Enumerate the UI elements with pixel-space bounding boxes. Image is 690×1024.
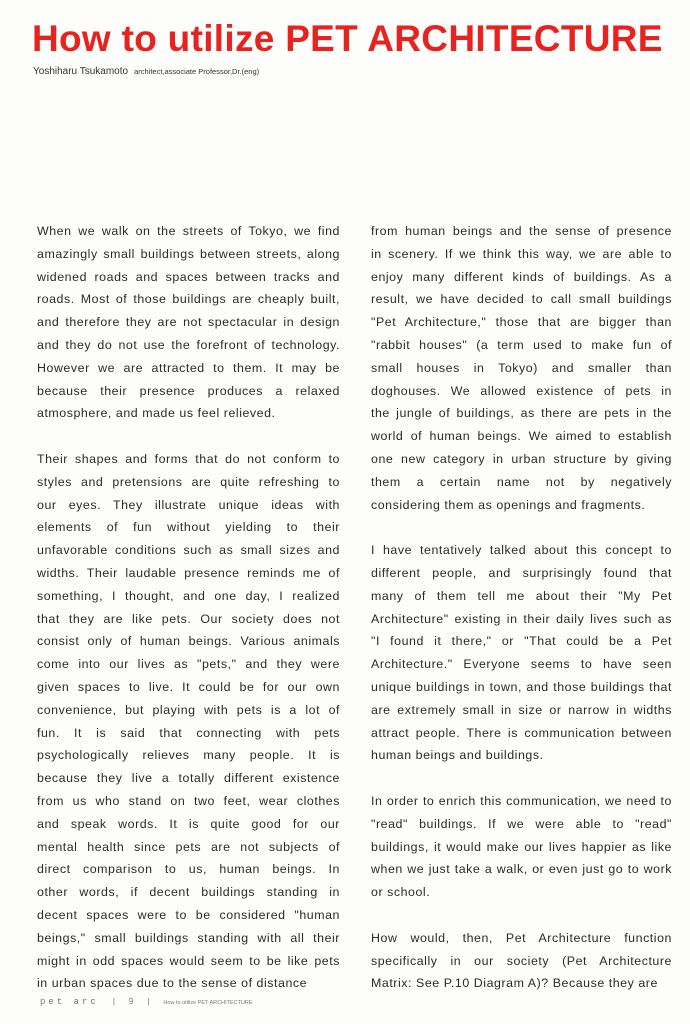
text-line: unique buildings in town, and those buildings that — [371, 679, 672, 694]
text-line: How would, then, Pet Architecture function — [371, 930, 672, 945]
text-line: or school. — [371, 885, 431, 900]
text-line: atmosphere, and made us feel relieved. — [37, 406, 276, 421]
text-line: the jungle of buildings, as there are pets in the — [371, 406, 672, 421]
text-line: when we just take a walk, or even just go to work — [371, 862, 672, 877]
text-line: buildings, it would make our lives happier as like — [371, 839, 672, 854]
text-line: our eyes. They illustrate unique ideas with — [37, 497, 340, 512]
text-line: styles and pretensions are quite refreshing to — [37, 474, 340, 489]
text-line: one new category in urban structure by giving — [371, 451, 672, 466]
text-line: in urban spaces due to the sense of distance — [37, 976, 308, 991]
paragraph — [371, 927, 672, 995]
text-line: "read" buildings. If we were able to "read" — [371, 816, 672, 831]
text-line: However we are attracted to them. It may be — [37, 360, 340, 375]
byline — [33, 66, 259, 77]
text-line: elements of fun without yielding to their — [37, 520, 340, 535]
text-line: specifically in our society (Pet Architecture — [371, 953, 672, 968]
text-line: result, we have decided to call small buildings — [371, 292, 672, 307]
text-line: in scenery. If we think this way, we are able to — [371, 246, 672, 261]
text-line: human beings and buildings. — [371, 748, 544, 763]
text-line: them a certain name not by negatively — [371, 474, 672, 489]
text-line: attract people. There is communication between — [371, 725, 672, 740]
text-line: "Pet Architecture," those that are bigger than — [371, 315, 672, 330]
text-line: psychologically relieves many people. It is — [37, 748, 340, 763]
paragraph — [37, 220, 340, 425]
text-line: from human beings and the sense of presence — [371, 224, 672, 238]
text-line: doghouses. We allowed existence of pets in — [371, 383, 672, 398]
text-line: In order to enrich this communication, we need to — [371, 793, 672, 808]
text-line: unfavorable conditions such as small sizes and — [37, 543, 340, 558]
text-line: "I found it there," or "That could be a Pet — [371, 634, 672, 649]
footer: pet arc | 9 | How to utilize PET ARCHITECTURE — [40, 997, 253, 1007]
text-line: beings," small buildings standing with all their — [37, 930, 340, 945]
text-line: something, I thought, and one day, I realized — [37, 588, 340, 603]
text-line: widths. Their laudable presence reminds me of — [37, 565, 340, 580]
text-line: considering them as openings and fragments. — [371, 497, 646, 512]
text-line: and they do not use the forefront of technology. — [37, 337, 340, 352]
text-line: world of human beings. We aimed to establish — [371, 429, 672, 444]
text-line: because their presence produces a relaxed — [37, 383, 340, 398]
text-line: other words, if decent buildings standing in — [37, 885, 340, 900]
paragraph — [37, 448, 340, 995]
text-line: and therefore they are not spectacular in design — [37, 315, 340, 330]
text-line: different people, and surprisingly found that — [371, 565, 672, 580]
text-line: might in odd spaces would seem to be like pets — [37, 953, 340, 968]
text-line: small houses in Tokyo) and smaller than — [371, 360, 672, 375]
text-line: decent spaces were to be considered "human — [37, 907, 340, 922]
page-title: How to utilize PET ARCHITECTURE — [32, 18, 663, 59]
text-line: fun. It is said that connecting with pets — [37, 725, 340, 740]
text-line: many of them tell me about their "My Pet — [371, 588, 672, 603]
paragraph — [371, 790, 672, 904]
text-line: Matrix: See P.10 Diagram A)? Because they are — [371, 976, 658, 991]
text-line: When we walk on the streets of Tokyo, we find — [37, 224, 340, 238]
paragraph — [371, 539, 672, 767]
text-line: come into our lives as "pets," and they were — [37, 657, 340, 672]
paragraph — [371, 220, 672, 516]
author-name: Yoshiharu Tsukamoto — [33, 66, 129, 77]
text-line: from us who stand on two feet, wear clothes — [37, 793, 340, 808]
author-role: architect,associate Professor,Dr.(eng) — [134, 67, 260, 76]
text-line: widened roads and spaces between tracks and — [37, 269, 340, 284]
text-line: Their shapes and forms that do not conform to — [37, 451, 340, 466]
text-line: that they are like pets. Our society does not — [37, 611, 340, 626]
running-title: How to utilize PET ARCHITECTURE — [163, 1000, 253, 1006]
text-line: amazingly small buildings between streets, along — [37, 246, 340, 261]
right-column — [371, 220, 672, 1018]
text-line: I have tentatively talked about this concept to — [371, 543, 672, 558]
magazine-name: pet arc — [40, 997, 99, 1007]
page-number: 9 — [128, 997, 134, 1006]
text-line: given spaces to live. It could be for our own — [37, 679, 340, 694]
text-line: mental health since pets are not subjects of — [37, 839, 340, 854]
text-line: are extremely small in size or narrow in widths — [371, 702, 672, 717]
text-line: "rabbit houses" (a term used to make fun of — [371, 337, 672, 352]
text-line: roads. Most of those buildings are cheaply built, — [37, 292, 340, 307]
text-line: convenience, but playing with pets is a lot of — [37, 702, 340, 717]
text-line: direct comparison to us, human beings. In — [37, 862, 340, 877]
text-line: consist only of human beings. Various animals — [37, 634, 340, 649]
text-line: Architecture" existing in their daily lives such as — [371, 611, 672, 626]
text-line: and speak words. It is quite good for our — [37, 816, 340, 831]
left-column — [37, 220, 340, 1018]
text-line: Architecture." Everyone seems to have seen — [371, 657, 672, 672]
text-line: enjoy many different kinds of buildings. As a — [371, 269, 672, 284]
text-line: because they live a totally different existence — [37, 771, 340, 786]
